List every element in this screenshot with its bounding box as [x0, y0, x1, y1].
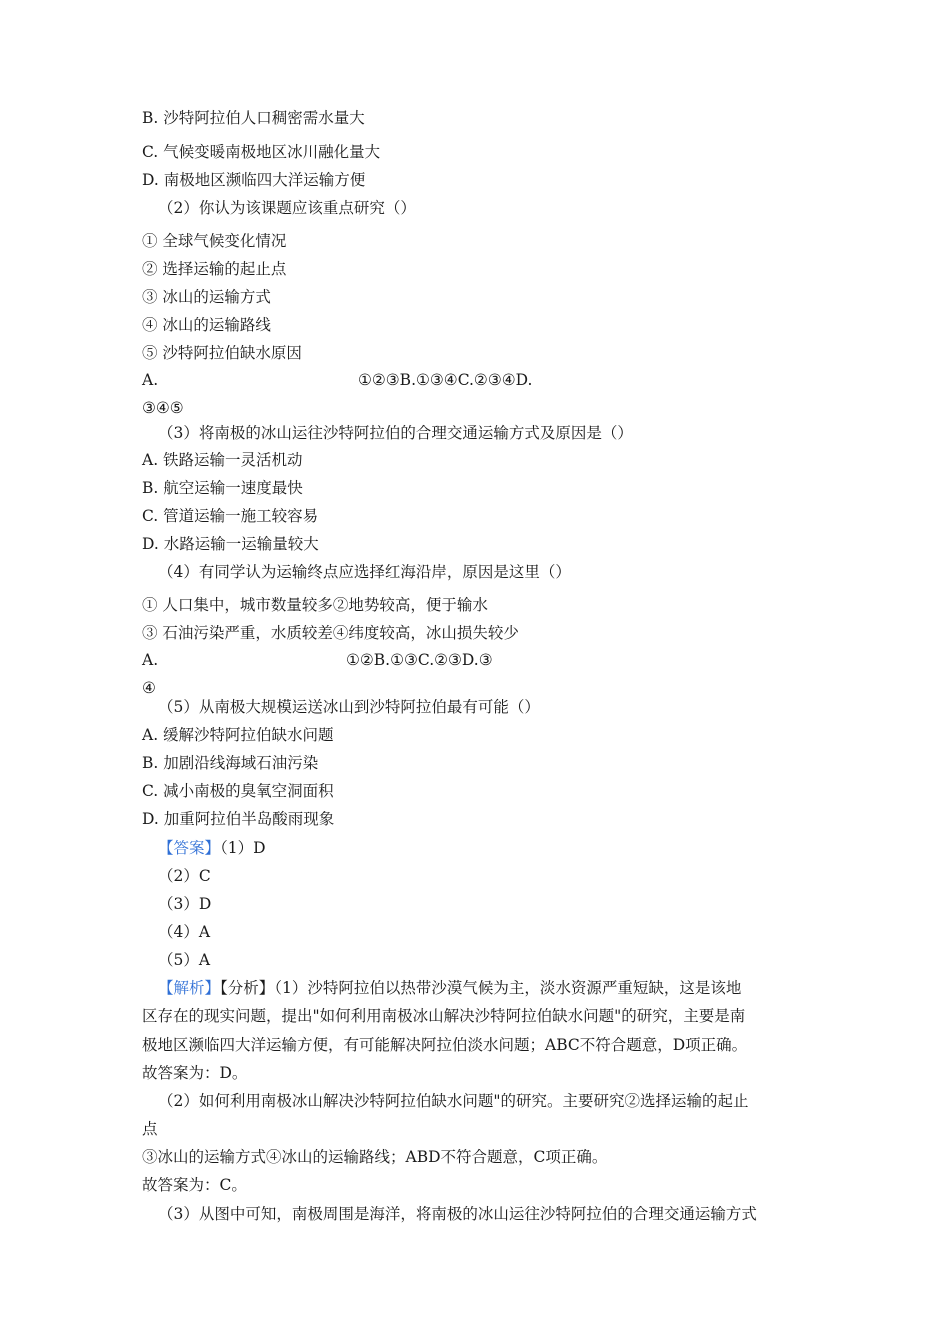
q2-item: ⑤ 沙特阿拉伯缺水原因	[142, 344, 302, 362]
analysis-line: 故答案为：C。	[142, 1176, 247, 1194]
q5-stem: （5）从南极大规模运送冰山到沙特阿拉伯最有可能（）	[158, 698, 540, 716]
q4-item: ① 人口集中，城市数量较多②地势较高，便于输水	[142, 596, 488, 614]
q3-stem: （3）将南极的冰山运往沙特阿拉伯的合理交通运输方式及原因是（）	[158, 424, 633, 442]
answer-item: （3）D	[158, 895, 212, 913]
answer-1: （1）D	[220, 839, 266, 857]
analysis-tag: 【解析】	[158, 979, 221, 997]
q4-item: ③ 石油污染严重，水质较差④纬度较高，冰山损失较少	[142, 624, 519, 642]
q5-option: A. 缓解沙特阿拉伯缺水问题	[142, 726, 334, 744]
analysis-line	[158, 978, 741, 998]
q4-stem: （4）有同学认为运输终点应选择红海沿岸，原因是这里（）	[158, 563, 571, 581]
q1-option-b: B. 沙特阿拉伯人口稠密需水量大	[142, 109, 365, 127]
answer-item: （5）A	[158, 951, 211, 969]
q5-option: B. 加剧沿线海域石油污染	[142, 754, 319, 772]
analysis-line: ③冰山的运输方式④冰山的运输路线；ABD不符合题意，C项正确。	[142, 1148, 608, 1166]
q2-choice-a-label: A.	[142, 371, 159, 389]
q4-choice-a-label: A.	[142, 651, 159, 669]
analysis-line: 极地区濒临四大洋运输方便，有可能解决阿拉伯淡水问题；ABC不符合题意，D项正确。	[142, 1036, 748, 1054]
q2-item: ④ 冰山的运输路线	[142, 316, 271, 334]
q5-option: D. 加重阿拉伯半岛酸雨现象	[142, 810, 335, 828]
q4-choices: ①②B.①③C.②③D.③	[346, 651, 493, 669]
q2-item: ① 全球气候变化情况	[142, 232, 287, 250]
q2-item: ② 选择运输的起止点	[142, 260, 287, 278]
q1-option-c: C. 气候变暖南极地区冰川融化量大	[142, 143, 381, 161]
q3-option: D. 水路运输一运输量较大	[142, 535, 319, 553]
analysis-text: 【分析】（1）沙特阿拉伯以热带沙漠气候为主，淡水资源严重短缺，这是该地	[220, 979, 742, 997]
q2-choices-wrap: ③④⑤	[142, 399, 184, 417]
q5-option: C. 减小南极的臭氧空洞面积	[142, 782, 334, 800]
q3-option: A. 铁路运输一灵活机动	[142, 451, 303, 469]
answer-item: （2）C	[158, 867, 211, 885]
answer-tag: 【答案】	[158, 839, 221, 857]
q4-choices-wrap: ④	[142, 679, 156, 697]
q3-option: C. 管道运输一施工较容易	[142, 507, 319, 525]
q2-stem: （2）你认为该课题应该重点研究（）	[158, 199, 416, 217]
q2-choices: ①②③B.①③④C.②③④D.	[358, 371, 533, 389]
q2-item: ③ 冰山的运输方式	[142, 288, 271, 306]
analysis-line: （3）从图中可知，南极周围是海洋，将南极的冰山运往沙特阿拉伯的合理交通运输方式	[158, 1205, 757, 1223]
answer-item: （4）A	[158, 923, 211, 941]
analysis-line: 区存在的现实问题，提出"如何利用南极冰山解决沙特阿拉伯缺水问题"的研究，主要是南	[142, 1007, 746, 1025]
analysis-line: （2）如何利用南极冰山解决沙特阿拉伯缺水问题"的研究。主要研究②选择运输的起止	[158, 1092, 749, 1110]
analysis-line: 点	[142, 1120, 158, 1138]
q3-option: B. 航空运输一速度最快	[142, 479, 303, 497]
q1-option-d: D. 南极地区濒临四大洋运输方便	[142, 171, 366, 189]
analysis-line: 故答案为：D。	[142, 1064, 248, 1082]
answer-line	[158, 838, 266, 858]
